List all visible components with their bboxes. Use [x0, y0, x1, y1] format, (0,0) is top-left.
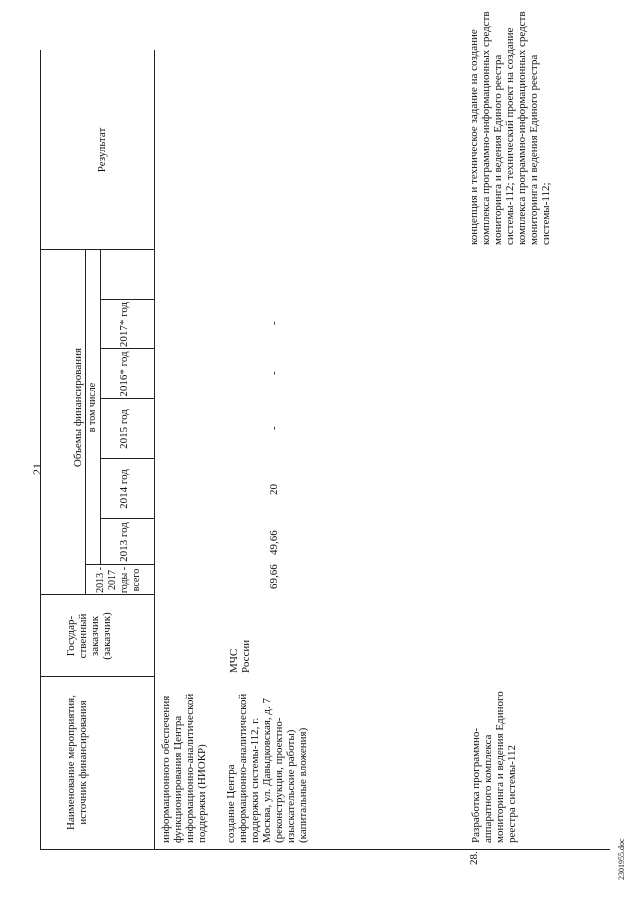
col-divider — [40, 594, 155, 595]
row2-2016: - — [268, 371, 280, 375]
header-result: Результат — [96, 127, 108, 173]
header-2017: 2017* год — [118, 301, 130, 348]
header-name: Наименование мероприятия, источник финансирования — [65, 695, 89, 830]
row3-result: концепция и техническое задание на создание комплекса программно-информационных средств мониторинга и ведения Единого реестра системы-112; технический проект на создание комплекса программно-информационных средств мониторинга и ведения Единого реестра системы-112; — [468, 11, 552, 245]
row2-total: 69,66 — [268, 564, 280, 589]
row3-name: Разработка программно-аппаратного комплекса мониторинга и ведения Единого реестра системы-112 — [470, 691, 518, 843]
row2-2015: - — [268, 426, 280, 430]
header-2014: 2014 год — [118, 469, 130, 509]
header-volumes: Объемы финансирования — [72, 347, 84, 468]
subheader-rule — [85, 250, 86, 595]
row2-name: создание Центра информационно-аналитической поддержки системы-112, г. Москва, ул. Давыдковская, д. 7 (реконструкция, проектно-изыскательские работы) (капитальные вложения) — [225, 693, 309, 843]
header-including: в том числе — [87, 382, 98, 433]
row2-customer: МЧС России — [228, 639, 252, 673]
header-2015: 2015 год — [118, 409, 130, 449]
row3-number: 28. — [468, 851, 480, 865]
header-2013: 2013 год — [118, 522, 130, 562]
col-divider — [40, 849, 610, 850]
header-bottom-rule — [154, 50, 155, 850]
header-2016: 2016* год — [118, 351, 130, 397]
table-top-rule — [40, 50, 41, 850]
row2-2014: 20 — [268, 484, 280, 495]
footer-code: 2301955.doc — [617, 838, 626, 880]
row2-2017: - — [268, 321, 280, 325]
header-total: 2013 - 2017 годы - всего — [95, 566, 142, 594]
header-customer: Государ-ственный заказчик (заказчик) — [65, 612, 113, 660]
row1-name: информационного обеспечения функционирования Центра информационно-аналитической поддержки (НИОКР) — [160, 693, 208, 843]
row2-2013: 49,66 — [268, 530, 280, 555]
page-number: 21 — [30, 463, 44, 475]
col-divider — [40, 676, 155, 677]
